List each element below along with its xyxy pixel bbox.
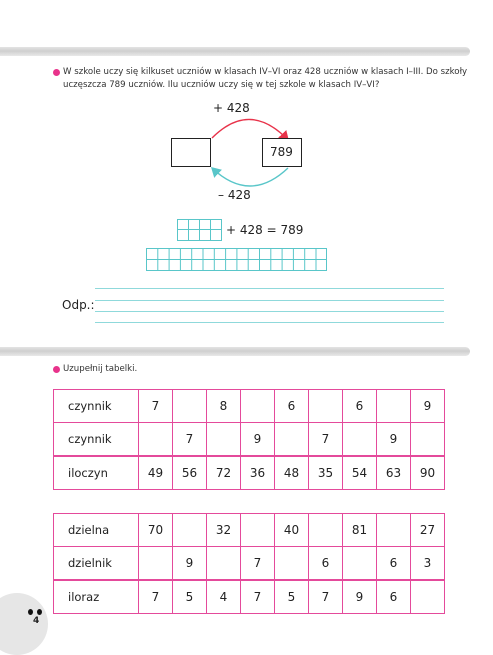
table-cell: 56 — [173, 456, 207, 490]
table-cell-empty[interactable] — [343, 423, 377, 457]
table-cell: 90 — [411, 456, 445, 490]
plus-label: + 428 — [213, 101, 250, 115]
table-cell: 3 — [411, 547, 445, 581]
table-cell: 27 — [411, 514, 445, 547]
row-label-quotient: iloraz — [54, 580, 139, 614]
table-cell: 72 — [207, 456, 241, 490]
minus-arrow — [212, 168, 288, 186]
mascot-eye-left — [28, 609, 33, 615]
answer-line-2[interactable] — [95, 300, 444, 301]
row-label-factor: czynnik — [54, 423, 139, 457]
table-cell-empty[interactable] — [377, 390, 411, 423]
table-cell: 6 — [275, 390, 309, 423]
table-cell: 36 — [241, 456, 275, 490]
table-cell-empty[interactable] — [309, 390, 343, 423]
table-cell: 70 — [139, 514, 173, 547]
table-row — [54, 580, 445, 614]
table-cell-empty[interactable] — [377, 514, 411, 547]
table-cell: 4 — [207, 580, 241, 614]
page-number: 4 — [33, 616, 40, 626]
row-label-product: iloczyn — [54, 456, 139, 490]
table-cell: 6 — [377, 547, 411, 581]
row-label-dividend: dzielna — [54, 514, 139, 547]
table-cell-empty[interactable] — [139, 423, 173, 457]
mascot-eye-right — [37, 609, 42, 615]
task2-instruction: Uzupełnij tabelki. — [63, 364, 138, 374]
table-cell-empty[interactable] — [411, 580, 445, 614]
table-cell: 7 — [309, 580, 343, 614]
equation-text: + 428 = 789 — [226, 223, 304, 237]
table-cell: 32 — [207, 514, 241, 547]
table-cell-empty[interactable] — [309, 514, 343, 547]
middle-divider — [0, 347, 470, 356]
table-cell: 81 — [343, 514, 377, 547]
table-cell: 5 — [275, 580, 309, 614]
table-cell: 7 — [173, 423, 207, 457]
answer-label: Odp.: — [62, 298, 95, 312]
answer-line-4[interactable] — [95, 322, 444, 323]
table-cell: 63 — [377, 456, 411, 490]
table-cell: 48 — [275, 456, 309, 490]
table-cell-empty[interactable] — [241, 390, 275, 423]
table-cell: 7 — [309, 423, 343, 457]
table-cell: 8 — [207, 390, 241, 423]
table-cell: 6 — [309, 547, 343, 581]
multiplication-table — [53, 389, 445, 490]
table-cell: 9 — [343, 580, 377, 614]
plus-arrow — [212, 119, 288, 140]
table-cell: 7 — [241, 580, 275, 614]
table-cell: 7 — [139, 580, 173, 614]
unknown-box[interactable] — [171, 138, 211, 167]
equation-grid[interactable] — [177, 219, 222, 241]
table-row — [54, 547, 445, 581]
table-cell: 40 — [275, 514, 309, 547]
table-cell: 5 — [173, 580, 207, 614]
row-label-divisor: dzielnik — [54, 547, 139, 581]
table-cell-empty[interactable] — [173, 514, 207, 547]
table-row — [54, 456, 445, 490]
table-cell: 9 — [411, 390, 445, 423]
answer-line-1[interactable] — [95, 288, 444, 289]
table-cell: 6 — [377, 580, 411, 614]
top-divider — [0, 47, 470, 56]
task1-text-line1: W szkole uczy się kilkuset uczniów w klasach IV–VI oraz 428 uczniów w klasach I–III. Do szkoły — [63, 67, 468, 77]
table-cell: 9 — [173, 547, 207, 581]
task2-bullet — [53, 366, 60, 373]
answer-line-3[interactable] — [95, 311, 444, 312]
table-row — [54, 390, 445, 423]
table-cell-empty[interactable] — [411, 423, 445, 457]
table-cell: 9 — [377, 423, 411, 457]
table-row — [54, 423, 445, 457]
division-table — [53, 513, 445, 614]
table-cell: 7 — [241, 547, 275, 581]
task1-text-line2: uczęszcza 789 uczniów. Ilu uczniów uczy się w tej szkole w klasach IV–VI? — [63, 80, 380, 90]
table-cell-empty[interactable] — [343, 547, 377, 581]
table-cell-empty[interactable] — [241, 514, 275, 547]
minus-label: – 428 — [218, 188, 251, 202]
row-label-factor: czynnik — [54, 390, 139, 423]
table-cell-empty[interactable] — [173, 390, 207, 423]
table-cell: 7 — [139, 390, 173, 423]
table-cell: 9 — [241, 423, 275, 457]
table-cell-empty[interactable] — [207, 547, 241, 581]
table-cell-empty[interactable] — [275, 423, 309, 457]
table-cell: 35 — [309, 456, 343, 490]
table-cell: 6 — [343, 390, 377, 423]
table-cell-empty[interactable] — [207, 423, 241, 457]
table-cell-empty[interactable] — [139, 547, 173, 581]
table-cell: 49 — [139, 456, 173, 490]
mascot-icon — [0, 593, 48, 655]
known-box-value: 789 — [270, 145, 293, 159]
table-cell-empty[interactable] — [275, 547, 309, 581]
calculation-grid[interactable] — [146, 248, 327, 271]
table-cell: 54 — [343, 456, 377, 490]
task1-bullet — [53, 69, 60, 76]
table-row — [54, 514, 445, 547]
